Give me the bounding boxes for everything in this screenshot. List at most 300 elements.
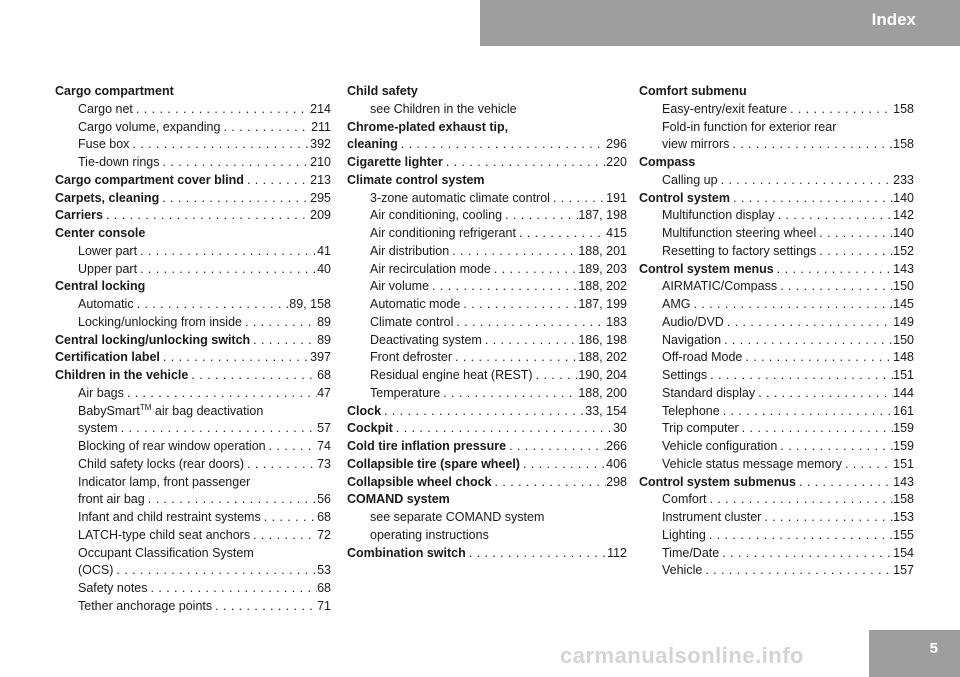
dot-leader: [129, 136, 310, 154]
entry-page-ref: 161: [893, 403, 914, 418]
entry-page-ref: 211: [311, 119, 331, 134]
index-subentry: [347, 190, 627, 208]
index-subentry: [55, 474, 331, 492]
index-subentry: [55, 420, 331, 438]
entry-term: Air distribution: [370, 243, 450, 258]
entry-term: Calling up: [662, 172, 718, 187]
dot-leader: [250, 527, 317, 545]
index-subentry: [55, 509, 331, 527]
entry-page-ref: 188, 202: [578, 350, 627, 365]
entry-term: Lower part: [78, 243, 138, 258]
entry-term: Air conditioning refrigerant: [370, 226, 516, 240]
dot-leader: [842, 456, 893, 474]
index-subentry: [347, 243, 627, 261]
dot-leader: [706, 491, 893, 509]
dot-leader: [133, 101, 310, 119]
entry-page-ref: 151: [893, 368, 914, 382]
index-subentry: [639, 296, 914, 314]
dot-leader: [707, 367, 893, 385]
dot-leader: [724, 314, 893, 332]
index-subentry: [55, 296, 331, 314]
index-subentry: [639, 314, 914, 332]
index-entry: [55, 83, 331, 101]
index-subentry: [55, 314, 331, 332]
entry-term: Central locking/unlocking switch: [55, 332, 251, 347]
entry-page-ref: 153: [893, 510, 914, 524]
index-subentry: [347, 385, 627, 403]
index-entry: [55, 190, 331, 208]
entry-term: system: [78, 421, 118, 436]
index-subentry: [347, 225, 627, 243]
index-entry: [347, 420, 627, 438]
dot-leader: [739, 420, 893, 438]
entry-term: Off-road Mode: [662, 350, 743, 365]
entry-term: Settings: [662, 368, 708, 382]
entry-page-ref: 183: [606, 314, 627, 329]
index-entry: [347, 545, 627, 563]
index-entry: [347, 154, 627, 172]
entry-page-ref: 158: [893, 101, 914, 116]
entry-term: Upper part: [78, 261, 138, 276]
index-subentry: [55, 580, 331, 598]
index-subentry: [639, 243, 914, 261]
entry-term: Automatic mode: [370, 297, 461, 311]
entry-page-ref: 41: [317, 243, 331, 258]
dot-leader: [244, 456, 317, 474]
dot-leader: [460, 296, 578, 314]
dot-leader: [742, 349, 893, 367]
entry-term: Cockpit: [347, 421, 393, 436]
entry-page-ref: 186, 198: [578, 332, 627, 347]
index-entry: [55, 332, 331, 350]
index-subentry: [55, 562, 331, 580]
index-subentry: [347, 367, 627, 385]
entry-term: Time/Date: [662, 545, 720, 560]
entry-term: Multifunction display: [662, 208, 775, 223]
entry-term: Air volume: [370, 279, 430, 294]
dot-leader: [137, 261, 317, 279]
dot-leader: [124, 385, 317, 403]
index-entry: [347, 456, 627, 474]
entry-term: Vehicle configuration: [662, 439, 778, 453]
index-subentry: [55, 598, 331, 616]
entry-page-ref: 158: [893, 137, 914, 152]
entry-term: Climate control system: [347, 172, 485, 187]
entry-page-ref: 68: [317, 368, 331, 382]
entry-term: Certification label: [55, 350, 160, 365]
entry-page-ref: 296: [606, 137, 627, 152]
entry-page-ref: 210: [310, 155, 331, 169]
entry-page-ref: 220: [606, 155, 627, 169]
index-entry: [347, 172, 627, 190]
index-subentry: [639, 332, 914, 350]
index-subentry: [55, 456, 331, 474]
index-entry: [55, 349, 331, 367]
entry-term: Central locking: [55, 279, 146, 294]
index-subentry: [347, 332, 627, 350]
entry-page-ref: 143: [893, 261, 914, 276]
entry-term: Tether anchorage points: [78, 598, 213, 613]
dot-leader: [550, 190, 606, 208]
entry-term: BabySmart™ air bag deactivation: [78, 402, 264, 418]
entry-term: Climate control: [370, 314, 454, 329]
index-column-3: [639, 83, 914, 580]
index-entry: [639, 83, 914, 101]
dot-leader: [774, 261, 893, 279]
entry-term: Telephone: [662, 403, 720, 418]
entry-term: Children in the vehicle: [55, 368, 189, 382]
entry-page-ref: 152: [893, 243, 914, 258]
entry-page-ref: 154: [893, 545, 914, 560]
entry-page-ref: 392: [310, 137, 331, 152]
dot-leader: [381, 403, 585, 421]
entry-page-ref: 213: [310, 172, 331, 187]
index-subentry: [347, 278, 627, 296]
page-number-box: [869, 630, 960, 677]
entry-term: Residual engine heat (REST): [370, 368, 533, 382]
entry-page-ref: 47: [317, 385, 331, 400]
dot-leader: [160, 349, 310, 367]
entry-page-ref: 68: [317, 510, 331, 524]
entry-term: Control system: [639, 190, 730, 205]
entry-page-ref: 187, 198: [578, 208, 627, 223]
dot-leader: [718, 172, 894, 190]
entry-term: Fuse box: [78, 137, 130, 152]
entry-term: Cigarette lighter: [347, 155, 443, 169]
index-entry: [639, 190, 914, 208]
dot-leader: [212, 598, 317, 616]
index-subentry: [639, 545, 914, 563]
entry-term: Compass: [639, 155, 696, 169]
entry-term: Front defroster: [370, 350, 452, 365]
dot-leader: [506, 438, 606, 456]
entry-term: Trip computer: [662, 421, 739, 436]
index-column-1: [55, 83, 331, 616]
page-title: Index: [871, 10, 916, 29]
entry-term: Fold-in function for exterior rear: [662, 119, 837, 134]
entry-term: Control system menus: [639, 261, 774, 276]
entry-page-ref: 187, 199: [578, 297, 627, 311]
dot-leader: [729, 136, 893, 154]
entry-page-ref: 143: [893, 474, 914, 489]
entry-page-ref: 191: [606, 190, 627, 205]
entry-page-ref: 40: [317, 261, 331, 276]
dot-leader: [134, 296, 290, 314]
entry-term: see separate COMAND system: [370, 510, 545, 524]
dot-leader: [787, 101, 893, 119]
index-subentry: [55, 545, 331, 563]
entry-term: Blocking of rear window operation: [78, 439, 266, 453]
dot-leader: [452, 349, 578, 367]
entry-page-ref: 30: [613, 421, 627, 436]
dot-leader: [440, 385, 578, 403]
entry-page-ref: 150: [893, 332, 914, 347]
entry-page-ref: 155: [893, 527, 914, 542]
entry-page-ref: 72: [317, 527, 331, 542]
entry-page-ref: 145: [893, 297, 914, 311]
entry-page-ref: 144: [893, 385, 914, 400]
entry-page-ref: 33, 154: [585, 403, 627, 418]
page-number: 5: [929, 640, 938, 657]
index-subentry: [55, 136, 331, 154]
dot-leader: [188, 367, 317, 385]
entry-page-ref: 188, 201: [578, 243, 627, 258]
index-subentry: [55, 385, 331, 403]
entry-page-ref: 68: [317, 581, 331, 595]
index-subentry: [347, 296, 627, 314]
entry-term: Comfort: [662, 492, 707, 507]
entry-term: Automatic: [78, 297, 134, 311]
entry-page-ref: 112: [607, 545, 627, 560]
dot-leader: [533, 367, 579, 385]
dot-leader: [690, 296, 893, 314]
entry-page-ref: 298: [606, 474, 627, 489]
entry-term: AIRMATIC/Compass: [662, 279, 778, 294]
dot-leader: [250, 332, 317, 350]
index-entry: [347, 403, 627, 421]
dot-leader: [266, 438, 317, 456]
index-subentry: [639, 225, 914, 243]
dot-leader: [721, 332, 893, 350]
entry-page-ref: 151: [893, 456, 914, 471]
index-entry: [55, 367, 331, 385]
entry-term: Clock: [347, 403, 382, 418]
index-subentry: [639, 385, 914, 403]
index-entry: [347, 83, 627, 101]
entry-page-ref: 189, 203: [578, 261, 627, 276]
dot-leader: [261, 509, 317, 527]
entry-term: Lighting: [662, 527, 706, 542]
index-entry: [639, 474, 914, 492]
dot-leader: [777, 278, 893, 296]
dot-leader: [429, 278, 578, 296]
index-subentry: [639, 101, 914, 119]
dot-leader: [816, 225, 893, 243]
entry-term: LATCH-type child seat anchors: [78, 527, 251, 542]
entry-page-ref: 142: [893, 208, 914, 223]
entry-page-ref: 397: [310, 350, 331, 365]
entry-term: Easy-entry/exit feature: [662, 101, 788, 116]
entry-page-ref: 89: [317, 314, 331, 329]
entry-term: Cold tire inflation pressure: [347, 439, 507, 453]
index-entry: [347, 474, 627, 492]
entry-term: Cargo compartment: [55, 84, 174, 98]
entry-term: Collapsible tire (spare wheel): [347, 456, 520, 471]
index-subentry: [55, 154, 331, 172]
entry-page-ref: 159: [893, 439, 914, 453]
entry-page-ref: 415: [606, 226, 627, 240]
entry-term: Child safety: [347, 84, 418, 98]
entry-page-ref: 157: [893, 563, 914, 578]
index-subentry: [639, 172, 914, 190]
entry-page-ref: 188, 200: [578, 385, 627, 400]
entry-term: Tie-down rings: [78, 155, 160, 169]
index-entry: [55, 207, 331, 225]
entry-page-ref: 57: [317, 421, 331, 436]
index-subentry: [639, 509, 914, 527]
index-subentry: [347, 261, 627, 279]
index-entry: [347, 119, 627, 137]
entry-term: Vehicle: [662, 563, 703, 578]
entry-term: Cargo volume, expanding: [78, 119, 221, 134]
dot-leader: [160, 154, 311, 172]
entry-term: COMAND system: [347, 492, 450, 507]
entry-term: AMG: [662, 297, 691, 311]
index-subentry: [55, 527, 331, 545]
entry-term: Temperature: [370, 385, 441, 400]
entry-page-ref: 266: [606, 439, 627, 453]
index-subentry: [55, 261, 331, 279]
dot-leader: [482, 332, 578, 350]
index-subentry: [55, 403, 331, 421]
index-subentry: [639, 527, 914, 545]
index-subentry: [55, 491, 331, 509]
entry-term: Locking/unlocking from inside: [78, 314, 242, 329]
dot-leader: [443, 154, 606, 172]
entry-page-ref: 406: [606, 456, 627, 471]
index-subentry: [639, 367, 914, 385]
index-subentry: [55, 119, 331, 137]
entry-term: operating instructions: [370, 527, 489, 542]
entry-term: Air bags: [78, 385, 124, 400]
entry-page-ref: 150: [893, 279, 914, 294]
dot-leader: [730, 190, 893, 208]
index-entry: [347, 136, 627, 154]
dot-leader: [777, 438, 893, 456]
dot-leader: [755, 385, 893, 403]
dot-leader: [242, 314, 317, 332]
dot-leader: [502, 207, 578, 225]
entry-page-ref: 295: [310, 190, 331, 205]
index-entry: [55, 172, 331, 190]
dot-leader: [816, 243, 893, 261]
entry-term: Air recirculation mode: [370, 261, 491, 276]
index-subentry: [639, 119, 914, 137]
dot-leader: [706, 527, 893, 545]
index-subentry: [639, 278, 914, 296]
index-entry: [55, 278, 331, 296]
entry-page-ref: 190, 204: [578, 368, 627, 382]
entry-term: front air bag: [78, 492, 145, 507]
dot-leader: [491, 261, 578, 279]
index-subentry: [347, 207, 627, 225]
entry-term: Indicator lamp, front passenger: [78, 474, 251, 489]
entry-term: Instrument cluster: [662, 510, 762, 524]
entry-page-ref: 56: [317, 492, 331, 507]
dot-leader: [159, 190, 310, 208]
entry-term: Navigation: [662, 332, 722, 347]
index-subentry: [639, 491, 914, 509]
entry-page-ref: 158: [893, 492, 914, 507]
index-subentry: [639, 562, 914, 580]
index-subentry: [347, 527, 627, 545]
index-subentry: [55, 243, 331, 261]
entry-page-ref: 214: [310, 101, 331, 116]
entry-term: Infant and child restraint systems: [78, 510, 261, 524]
dot-leader: [148, 580, 318, 598]
index-subentry: [639, 420, 914, 438]
index-entry: [639, 261, 914, 279]
index-subentry: [639, 438, 914, 456]
entry-page-ref: 89: [317, 332, 331, 347]
entry-term: Cargo compartment cover blind: [55, 172, 244, 187]
index-entry: [347, 438, 627, 456]
dot-leader: [796, 474, 893, 492]
dot-leader: [145, 491, 317, 509]
dot-leader: [720, 403, 893, 421]
entry-term: see Children in the vehicle: [370, 101, 517, 116]
dot-leader: [516, 225, 606, 243]
index-subentry: [347, 314, 627, 332]
index-subentry: [639, 349, 914, 367]
dot-leader: [466, 545, 607, 563]
entry-page-ref: 140: [893, 226, 914, 240]
entry-page-ref: 71: [317, 598, 331, 613]
entry-term: Vehicle status message memory: [662, 456, 842, 471]
dot-leader: [244, 172, 310, 190]
dot-leader: [393, 420, 613, 438]
dot-leader: [398, 136, 606, 154]
dot-leader: [719, 545, 893, 563]
header-tab: [480, 0, 960, 46]
dot-leader: [103, 207, 310, 225]
index-subentry: [639, 207, 914, 225]
entry-page-ref: 148: [893, 350, 914, 365]
entry-term: Carriers: [55, 208, 103, 223]
entry-term: Standard display: [662, 385, 756, 400]
dot-leader: [453, 314, 606, 332]
entry-page-ref: 149: [893, 314, 914, 329]
entry-page-ref: 209: [310, 208, 331, 223]
index-subentry: [347, 349, 627, 367]
entry-term: Resetting to factory settings: [662, 243, 817, 258]
entry-term: Safety notes: [78, 581, 148, 595]
index-entry: [55, 225, 331, 243]
entry-term: Child safety locks (rear doors): [78, 456, 245, 471]
entry-term: Occupant Classification System: [78, 545, 254, 560]
entry-term: Chrome-plated exhaust tip,: [347, 119, 509, 134]
dot-leader: [775, 207, 894, 225]
entry-term: Deactivating system: [370, 332, 482, 347]
entry-page-ref: 159: [893, 421, 914, 436]
entry-page-ref: 140: [893, 190, 914, 205]
entry-term: Multifunction steering wheel: [662, 226, 817, 240]
index-subentry: [639, 456, 914, 474]
entry-term: Combination switch: [347, 545, 466, 560]
entry-term: cleaning: [347, 137, 398, 152]
dot-leader: [118, 420, 318, 438]
entry-term: Comfort submenu: [639, 84, 747, 98]
index-entry: [639, 154, 914, 172]
dot-leader: [137, 243, 317, 261]
index-subentry: [347, 509, 627, 527]
watermark: carmanualsonline.info: [560, 643, 804, 668]
entry-term: Control system submenus: [639, 474, 796, 489]
dot-leader: [113, 562, 317, 580]
index-subentry: [55, 101, 331, 119]
entry-term: Audio/DVD: [662, 314, 724, 329]
index-subentry: [347, 101, 627, 119]
index-column-2: [347, 83, 627, 562]
dot-leader: [702, 562, 893, 580]
index-subentry: [55, 438, 331, 456]
entry-term: 3-zone automatic climate control: [370, 190, 550, 205]
entry-term: Center console: [55, 226, 146, 240]
index-subentry: [639, 136, 914, 154]
dot-leader: [520, 456, 606, 474]
entry-term: (OCS): [78, 563, 114, 578]
entry-term: Cargo net: [78, 101, 133, 116]
